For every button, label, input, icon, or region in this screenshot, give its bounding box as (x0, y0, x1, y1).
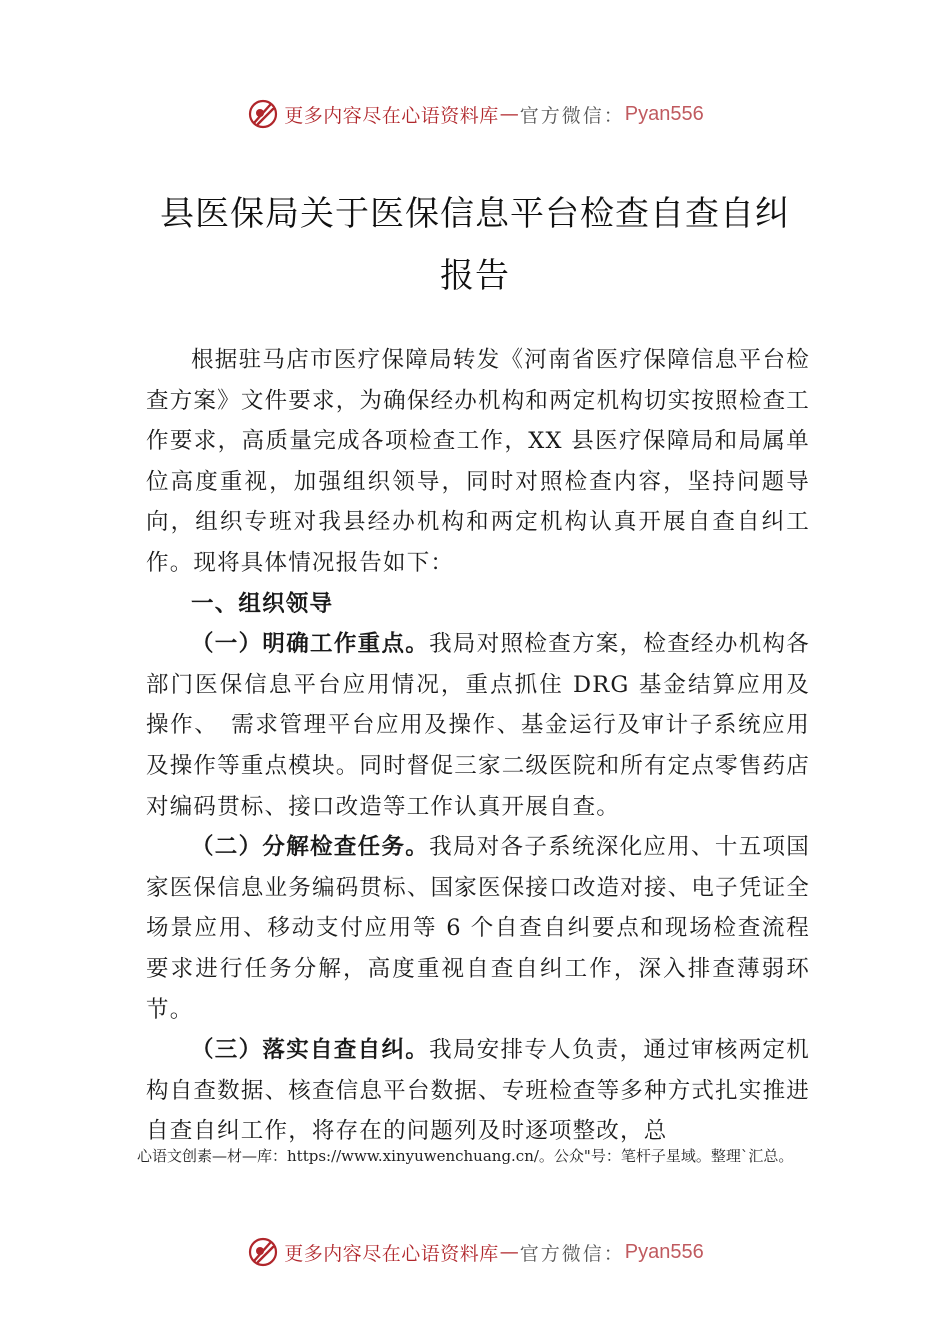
section-item-2 (146, 827, 810, 1030)
intro-paragraph: 根据驻马店市医疗保障局转发《河南省医疗保障信息平台检查方案》文件要求，为确保经办机构和两定机构切实按照检查工作要求，高质量完成各项检查工作，XX 县医疗保障局和局属单位高度重视，加强组织领导，同时对照检查内容，坚持问题导向，组织专班对我县经办机构和两定机构认真开展自查自纠工作。现将具体情况报告如下： (146, 347, 810, 576)
banner-brand-text: 更多内容尽在心语资料库 (284, 1242, 499, 1265)
section-item-3 (146, 1030, 810, 1152)
item-lead: （一）明确工作重点。 (191, 631, 430, 658)
section-heading: 一、组织领导 (191, 590, 334, 617)
item-lead: （二）分解检查任务。 (191, 834, 430, 861)
item-lead: （三）落实自查自纠。 (191, 1037, 430, 1064)
banner-wechat-account: Pyan556 (624, 1240, 704, 1263)
banner-brand-text: 更多内容尽在心语资料库 (284, 104, 499, 127)
footnote: 心语文创素—材—库：https://www.xinyuwenchuang.cn/。公众"号：笔杆子星域。整理`汇总。 (137, 1147, 794, 1165)
header-banner (0, 94, 950, 134)
item-text: 我局安排专人负责，通过审核两定机构自查数据、核查信息平台数据、专班检查等多种方式扎实推进自查自纠工作，将存在的问题列及时逐项整改，总 (146, 1037, 810, 1145)
banner-wechat-account: Pyan556 (624, 102, 704, 125)
banner-wechat-label: 官方微信： (519, 1242, 625, 1265)
brand-logo-icon (246, 1235, 280, 1269)
brand-logo-icon (246, 97, 280, 131)
section-item-1 (146, 624, 810, 827)
document-title-line-1: 县医保局关于医保信息平台检查自查自纠 (160, 194, 790, 234)
banner-wechat-label: 官方微信： (519, 104, 625, 127)
item-text: 我局对照检查方案，检查经办机构各部门医保信息平台应用情况，重点抓住 DRG 基金结算应用及操作、 需求管理平台应用及操作、基金运行及审计子系统应用及操作等重点模块。同时督促三家二级医院和所有定点零售药店对编码贯标、接口改造等工作认真开展自查。 (146, 631, 810, 820)
document-body (146, 340, 810, 1152)
item-text: 我局对各子系统深化应用、十五项国家医保信息业务编码贯标、国家医保接口改造对接、电子凭证全场景应用、移动支付应用等 6 个自查自纠要点和现场检查流程要求进行任务分解，高度重视自查自纠工作，深入排查薄弱环节。 (146, 834, 810, 1023)
banner-dash: — (499, 1241, 519, 1263)
footer-banner (0, 1232, 950, 1272)
banner-dash: — (499, 103, 519, 125)
document-title-line-2: 报告 (440, 256, 510, 296)
